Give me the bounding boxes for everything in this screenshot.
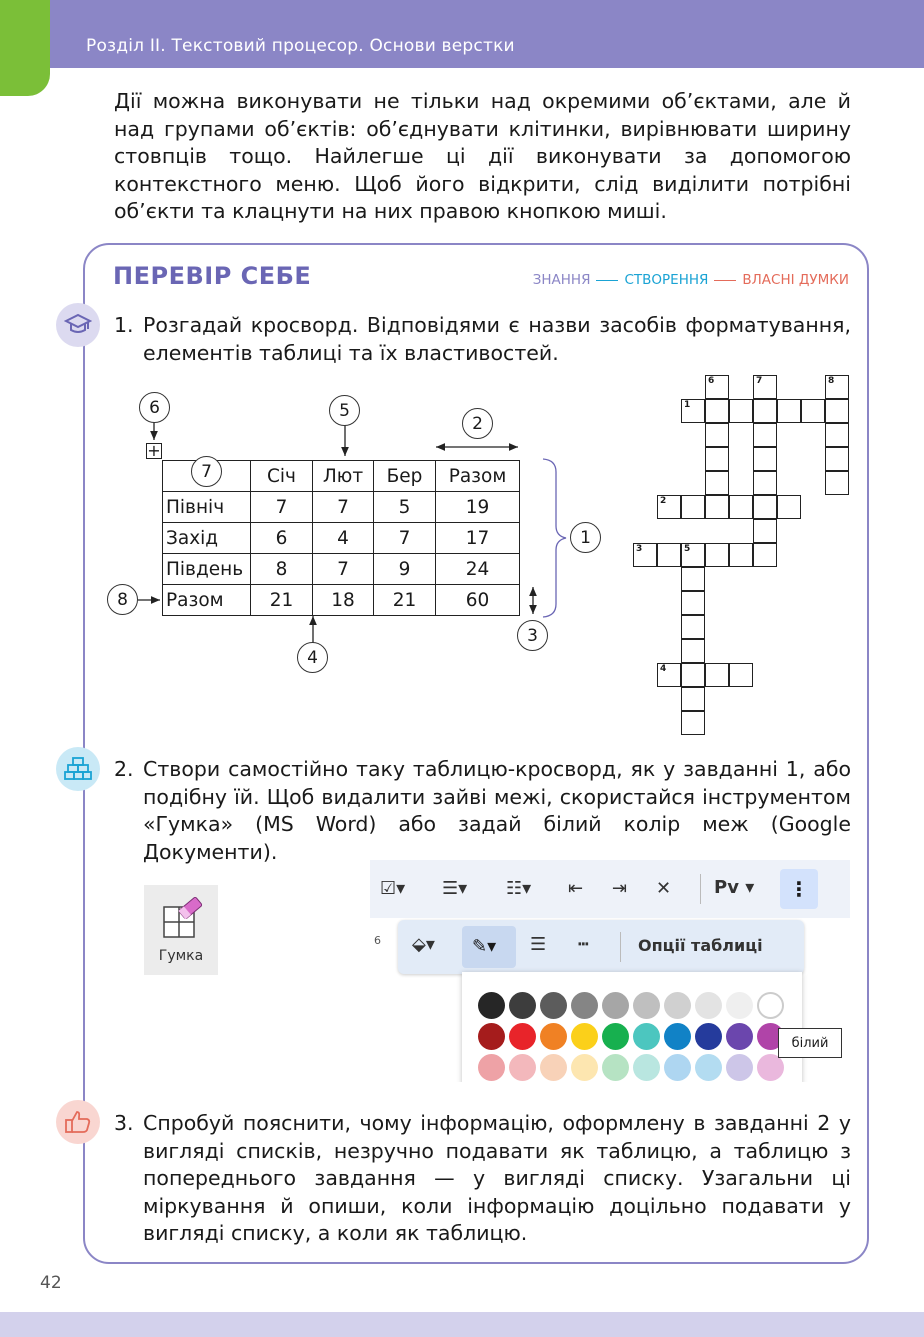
footer-bar bbox=[0, 1312, 924, 1337]
crossword-cell bbox=[705, 447, 729, 471]
crossword-clue-number: 1 bbox=[684, 400, 691, 410]
table-cell: 7 bbox=[251, 492, 313, 523]
table-cell: 24 bbox=[436, 554, 520, 585]
color-swatch[interactable] bbox=[571, 992, 598, 1019]
crossword-cell bbox=[681, 639, 705, 663]
crossword-cell bbox=[753, 495, 777, 519]
crossword-cell bbox=[681, 567, 705, 591]
chapter-tab bbox=[0, 0, 50, 96]
color-swatch[interactable] bbox=[602, 992, 629, 1019]
more-options-button[interactable]: ⋮ bbox=[780, 869, 818, 909]
toolbar-separator bbox=[620, 932, 621, 962]
table-options-button[interactable]: Опції таблиці bbox=[638, 936, 763, 955]
ruler-mark: 6 bbox=[374, 934, 381, 947]
crossword-cell bbox=[825, 447, 849, 471]
task-1 bbox=[114, 312, 851, 367]
table-cell: Разом bbox=[163, 585, 251, 616]
callout-7: 7 bbox=[191, 456, 222, 487]
numbered-list-icon[interactable]: ☷▾ bbox=[506, 878, 532, 899]
crossword-cell bbox=[777, 495, 801, 519]
task-text: Створи самостійно таку таблицю-кросворд, як у завданні 1, або подібну їй. Щоб видалити зайві межі, скористайся інструментом «Гумка» (MS Word) або задай білий колір меж (Google Документи). bbox=[143, 757, 851, 864]
tag-own-thoughts: ВЛАСНІ ДУМКИ bbox=[742, 272, 849, 288]
crossword-cell bbox=[825, 375, 849, 399]
pencil-icon: ✎▾ bbox=[472, 936, 497, 957]
input-tools-button[interactable]: Рv ▾ bbox=[714, 877, 755, 898]
crossword-cell bbox=[633, 543, 657, 567]
color-swatch[interactable] bbox=[664, 1023, 691, 1050]
table-cell: 21 bbox=[374, 585, 436, 616]
crossword-cell bbox=[705, 543, 729, 567]
crossword-cell bbox=[825, 399, 849, 423]
crossword-cell bbox=[705, 423, 729, 447]
bulleted-list-icon[interactable]: ☰▾ bbox=[442, 878, 468, 899]
color-swatch[interactable] bbox=[509, 1054, 536, 1081]
color-swatch[interactable] bbox=[695, 1054, 722, 1081]
color-swatch[interactable] bbox=[726, 1023, 753, 1050]
docs-toolbar-screenshot bbox=[370, 860, 850, 1082]
color-swatch[interactable] bbox=[602, 1023, 629, 1050]
tag-knowledge: ЗНАННЯ bbox=[532, 272, 591, 288]
crossword-cell bbox=[681, 663, 705, 687]
border-color-button[interactable] bbox=[462, 926, 516, 968]
callout-6: 6 bbox=[139, 392, 170, 423]
color-swatch[interactable] bbox=[478, 1023, 505, 1050]
table-annotation-lines bbox=[0, 380, 600, 680]
color-swatch[interactable] bbox=[633, 992, 660, 1019]
crossword-clue-number: 5 bbox=[684, 544, 691, 554]
table-cell: 7 bbox=[313, 554, 374, 585]
callout-3: 3 bbox=[517, 620, 548, 651]
table-cell: 5 bbox=[374, 492, 436, 523]
color-swatch[interactable] bbox=[664, 1054, 691, 1081]
task-2 bbox=[114, 756, 851, 866]
table-cell: 17 bbox=[436, 523, 520, 554]
task-number: 2. bbox=[114, 757, 134, 781]
tags bbox=[533, 272, 849, 288]
table-cell: 7 bbox=[374, 523, 436, 554]
tag-divider bbox=[596, 280, 618, 281]
color-swatch[interactable] bbox=[478, 1054, 505, 1081]
crossword-clue-number: 6 bbox=[708, 376, 715, 386]
color-swatch[interactable] bbox=[633, 1023, 660, 1050]
table-cell: 7 bbox=[313, 492, 374, 523]
table-cell: 6 bbox=[251, 523, 313, 554]
crossword-clue-number: 2 bbox=[660, 496, 667, 506]
chapter-title: Розділ ІІ. Текстовий процесор. Основи верстки bbox=[86, 36, 515, 56]
crossword-cell bbox=[753, 543, 777, 567]
callout-2: 2 bbox=[462, 408, 493, 439]
tag-divider bbox=[714, 280, 736, 281]
thumbs-up-icon bbox=[56, 1100, 100, 1144]
table-cell: 8 bbox=[251, 554, 313, 585]
task-text: Розгадай кросворд. Відповідями є назви засобів форматування, елементів таблиці та їх властивостей. bbox=[143, 313, 851, 365]
toolbar-separator bbox=[700, 874, 701, 904]
crossword-clue-number: 7 bbox=[756, 376, 763, 386]
color-swatch[interactable] bbox=[695, 1023, 722, 1050]
crossword-cell bbox=[681, 711, 705, 735]
crossword-cell bbox=[705, 495, 729, 519]
color-swatch[interactable] bbox=[726, 1054, 753, 1081]
color-swatch[interactable] bbox=[695, 992, 722, 1019]
table-move-handle: + bbox=[147, 441, 161, 460]
table-cell: 9 bbox=[374, 554, 436, 585]
tag-creation: СТВОРЕННЯ bbox=[624, 272, 709, 288]
table-cell: 19 bbox=[436, 492, 520, 523]
crossword-cell bbox=[801, 399, 825, 423]
border-dash-icon[interactable]: ┅ bbox=[578, 934, 589, 955]
crossword-cell bbox=[729, 663, 753, 687]
fill-color-icon[interactable]: ⬙▾ bbox=[412, 934, 435, 955]
increase-indent-icon[interactable]: ⇥ bbox=[612, 878, 628, 899]
table-cell: 60 bbox=[436, 585, 520, 616]
callout-5: 5 bbox=[329, 395, 360, 426]
crossword-cell bbox=[705, 663, 729, 687]
graduation-cap-icon bbox=[56, 303, 100, 347]
color-swatch[interactable] bbox=[726, 992, 753, 1019]
toolbar-row bbox=[370, 860, 850, 918]
color-swatch[interactable] bbox=[571, 1023, 598, 1050]
crossword-clue-number: 8 bbox=[828, 376, 835, 386]
crossword-cell bbox=[753, 399, 777, 423]
table-header-cell: Бер bbox=[374, 461, 436, 492]
crossword-cell bbox=[681, 615, 705, 639]
border-width-icon[interactable]: ☰ bbox=[530, 934, 547, 955]
clear-formatting-icon[interactable]: ✕ bbox=[656, 878, 672, 899]
color-swatch[interactable] bbox=[664, 992, 691, 1019]
crossword-cell bbox=[681, 543, 705, 567]
crossword-clue-number: 3 bbox=[636, 544, 643, 554]
decrease-indent-icon[interactable]: ⇤ bbox=[568, 878, 584, 899]
table-header-cell: Лют bbox=[313, 461, 374, 492]
crossword-cell bbox=[657, 663, 681, 687]
table-cell: 21 bbox=[251, 585, 313, 616]
color-palette bbox=[462, 972, 802, 1082]
callout-8: 8 bbox=[107, 584, 138, 615]
eraser-button[interactable] bbox=[144, 885, 218, 975]
crossword-cell bbox=[753, 519, 777, 543]
table-cell: Південь bbox=[163, 554, 251, 585]
crossword-cell bbox=[681, 591, 705, 615]
color-swatch[interactable] bbox=[540, 1023, 567, 1050]
eraser-label: Гумка bbox=[158, 948, 204, 964]
color-swatch[interactable] bbox=[540, 1054, 567, 1081]
crossword-cell bbox=[705, 375, 729, 399]
crossword-cell bbox=[681, 399, 705, 423]
color-swatch[interactable] bbox=[633, 1054, 660, 1081]
crossword-cell bbox=[729, 495, 753, 519]
crossword-cell bbox=[825, 471, 849, 495]
crossword-cell bbox=[753, 447, 777, 471]
page-number: 42 bbox=[40, 1273, 62, 1293]
task-number: 3. bbox=[114, 1111, 134, 1135]
crossword-cell bbox=[681, 687, 705, 711]
table-header-cell: Січ bbox=[251, 461, 313, 492]
crossword-clue-number: 4 bbox=[660, 664, 667, 674]
check-title: ПЕРЕВІР СЕБЕ bbox=[113, 262, 312, 290]
crossword-cell bbox=[825, 423, 849, 447]
crossword-cell bbox=[753, 423, 777, 447]
color-swatch[interactable] bbox=[509, 992, 536, 1019]
task-text: Спробуй пояснити, чому інформацію, оформлену в завданні 2 у вигляді списків, незручно подавати як таблицю, а таблицю з попереднього завдання — у вигляді списку. Узагальни ці міркування й опиши, коли інформацію доцільно подавати у вигляді списку, а коли як таблицю. bbox=[143, 1111, 851, 1245]
color-swatch[interactable] bbox=[757, 1054, 784, 1081]
table-cell: Північ bbox=[163, 492, 251, 523]
color-tooltip: білий bbox=[778, 1028, 842, 1058]
color-swatch[interactable] bbox=[509, 1023, 536, 1050]
blocks-icon bbox=[56, 747, 100, 791]
checklist-icon[interactable]: ☑▾ bbox=[380, 878, 406, 899]
crossword-cell bbox=[729, 543, 753, 567]
crossword-cell bbox=[753, 375, 777, 399]
crossword-cell bbox=[705, 399, 729, 423]
crossword-cell bbox=[657, 495, 681, 519]
intro-paragraph: Дії можна виконувати не тільки над окремими об’єктами, але й над групами об’єктів: об’єднувати клітинки, вирівнювати ширину стовпців тощо. Найлегше ці дії виконувати за допомогою контекстного меню. Щоб його відкрити, слід виділити потрібні об’єкти та клацнути на них правою кнопкою миші. bbox=[114, 89, 851, 223]
crossword-cell bbox=[705, 471, 729, 495]
crossword-cell bbox=[681, 495, 705, 519]
color-swatch[interactable] bbox=[757, 992, 784, 1019]
table-header-cell: Разом bbox=[436, 461, 520, 492]
color-swatch[interactable] bbox=[571, 1054, 598, 1081]
table-cell: Захід bbox=[163, 523, 251, 554]
color-swatch[interactable] bbox=[540, 992, 567, 1019]
color-swatch[interactable] bbox=[602, 1054, 629, 1081]
ruler bbox=[370, 920, 400, 970]
color-swatch[interactable] bbox=[478, 992, 505, 1019]
crossword-cell bbox=[753, 471, 777, 495]
header-bar bbox=[0, 0, 924, 68]
eraser-icon bbox=[160, 895, 204, 941]
task-number: 1. bbox=[114, 313, 134, 337]
table-cell: 4 bbox=[313, 523, 374, 554]
input-tools-label: Рv bbox=[714, 877, 739, 898]
task-3 bbox=[114, 1110, 851, 1248]
crossword-cell bbox=[777, 399, 801, 423]
crossword-cell bbox=[729, 399, 753, 423]
table-toolbar bbox=[398, 920, 804, 974]
table-cell: 18 bbox=[313, 585, 374, 616]
crossword-cell bbox=[657, 543, 681, 567]
callout-4: 4 bbox=[297, 642, 328, 673]
callout-1: 1 bbox=[570, 522, 601, 553]
